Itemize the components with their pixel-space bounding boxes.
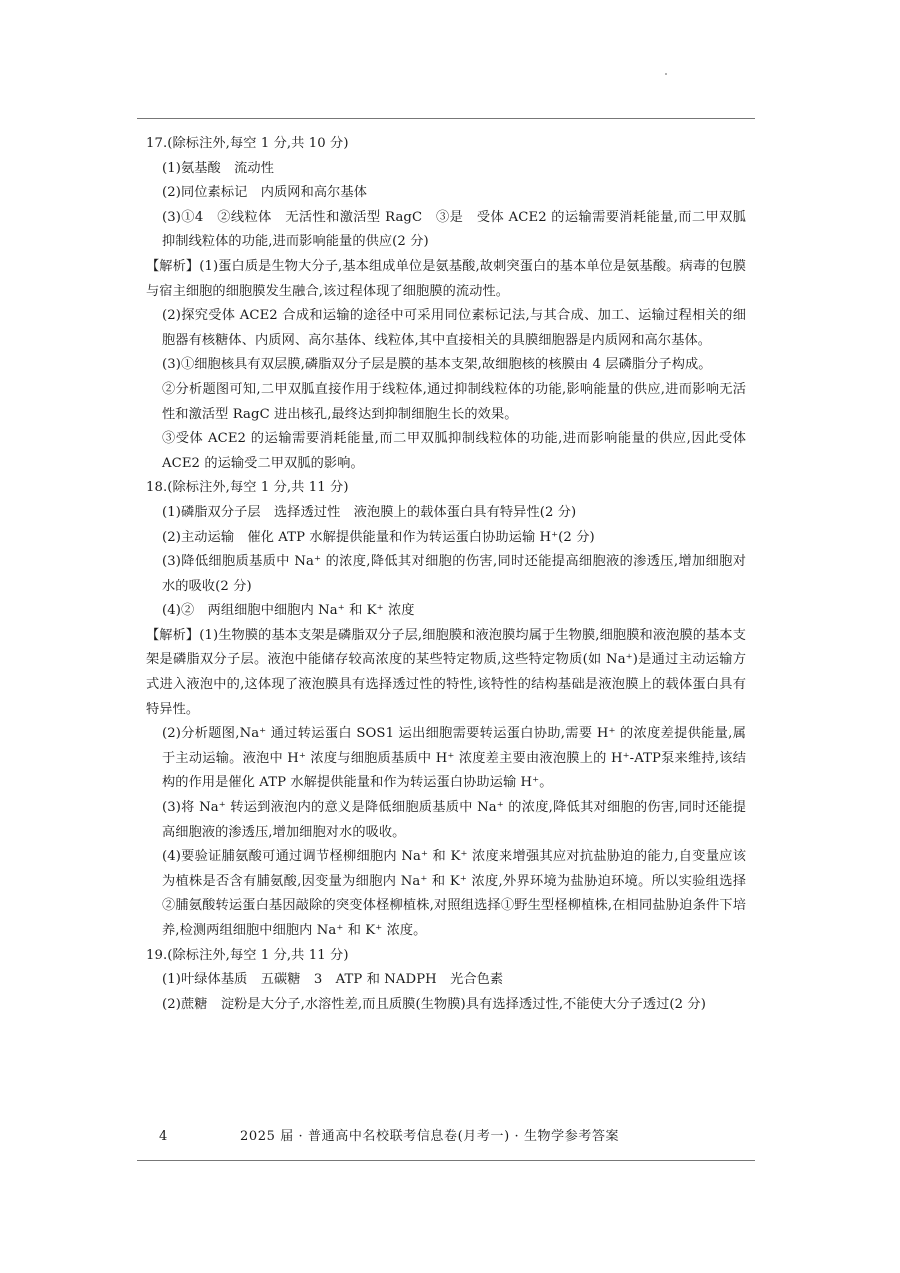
footer-rule xyxy=(137,1160,755,1161)
answer-paragraph: (2)分析题图,Na⁺ 通过转运蛋白 SOS1 运出细胞需要转运蛋白协助,需要 H⁺ 的浓度差提供能量,属于主动运输。液泡中 H⁺ 浓度与细胞质基质中 H⁺ 浓度差主要由液泡膜上的 H⁺-ATP泵来维持,该结构的作用是催化 ATP 水解提供能量和作为转运蛋白协助运输 H⁺。 xyxy=(162,726,746,791)
answer-paragraph: (3)①4 ②线粒体 无活性和激活型 RagC ③是 受体 ACE2 的运输需要消耗能量,而二甲双胍抑制线粒体的功能,进而影响能量的供应(2 分) xyxy=(162,209,746,250)
answer-paragraph: ②分析题图可知,二甲双胍直接作用于线粒体,通过抑制线粒体的功能,影响能量的供应,进而影响无活性和激活型 RagC 进出核孔,最终达到抑制细胞生长的效果。 xyxy=(162,381,746,422)
answer-paragraph: (4)要验证脯氨酸可通过调节柽柳细胞内 Na⁺ 和 K⁺ 浓度来增强其应对抗盐胁迫的能力,自变量应该为植株是否含有脯氨酸,因变量为细胞内 Na⁺ 和 K⁺ 浓度,外界环境为盐胁迫环境。所以实验组选择②脯氨酸转运蛋白基因敲除的突变体柽柳植株,对照组选择①野生型柽柳植株,在相同盐胁迫条件下培养,检测两组细胞中细胞内 Na⁺ 和 K⁺ 浓度。 xyxy=(162,849,746,938)
answer-paragraph: ③受体 ACE2 的运输需要消耗能量,而二甲双胍抑制线粒体的功能,进而影响能量的供应,因此受体 ACE2 的运输受二甲双胍的影响。 xyxy=(162,431,746,471)
analysis-paragraph: 【解析】(1)蛋白质是生物大分子,基本组成单位是氨基酸,故刺突蛋白的基本单位是氨基酸。病毒的包膜与宿主细胞的细胞膜发生融合,该过程体现了细胞膜的流动性。 xyxy=(146,258,746,299)
answer-paragraph: (3)将 Na⁺ 转运到液泡内的意义是降低细胞质基质中 Na⁺ 的浓度,降低其对细胞的伤害,同时还能提高细胞液的渗透压,增加细胞对水的吸收。 xyxy=(162,800,746,840)
answer-content xyxy=(146,132,746,1017)
question-heading: 18.(除标注外,每空 1 分,共 11 分) xyxy=(146,480,349,496)
analysis-paragraph: 【解析】(1)生物膜的基本支架是磷脂双分子层,细胞膜和液泡膜均属于生物膜,细胞膜和液泡膜的基本支架是磷脂双分子层。液泡中能储存较高浓度的某些特定物质,这些特定物质(如 Na⁺)是通过主动运输方式进入液泡中的,这体现了液泡膜具有选择透过性的特性,该特性的结构基础是液泡膜上的载体蛋白具有特异性。 xyxy=(146,627,746,717)
answer-paragraph: (2)蔗糖 淀粉是大分子,水溶性差,而且质膜(生物膜)具有选择透过性,不能使大分子透过(2 分) xyxy=(162,996,706,1012)
page-footer xyxy=(0,1125,900,1149)
question-heading: 17.(除标注外,每空 1 分,共 10 分) xyxy=(146,136,349,151)
page-number: 4 xyxy=(159,1129,168,1144)
header-rule xyxy=(137,118,755,119)
question-heading: 19.(除标注外,每空 1 分,共 11 分) xyxy=(146,947,349,963)
scan-speck xyxy=(665,73,667,75)
answer-paragraph: (3)①细胞核具有双层膜,磷脂双分子层是膜的基本支架,故细胞核的核膜由 4 层磷脂分子构成。 xyxy=(162,357,712,373)
answer-paragraph: (2)同位素标记 内质网和高尔基体 xyxy=(162,185,368,201)
answer-paragraph: (1)氨基酸 流动性 xyxy=(162,160,274,176)
answer-paragraph: (3)降低细胞质基质中 Na⁺ 的浓度,降低其对细胞的伤害,同时还能提高细胞液的渗透压,增加细胞对水的吸收(2 分) xyxy=(162,554,746,594)
answer-paragraph: (2)探究受体 ACE2 合成和运输的途径中可采用同位素标记法,与其合成、加工、运输过程相关的细胞器有核糖体、内质网、高尔基体、线粒体,其中直接相关的具膜细胞器是内质网和高尔基体。 xyxy=(162,308,746,348)
answer-paragraph: (1)磷脂双分子层 选择透过性 液泡膜上的载体蛋白具有特异性(2 分) xyxy=(162,504,577,520)
answer-paragraph: (2)主动运输 催化 ATP 水解提供能量和作为转运蛋白协助运输 H⁺(2 分) xyxy=(162,529,595,545)
answer-paragraph: (4)② 两组细胞中细胞内 Na⁺ 和 K⁺ 浓度 xyxy=(162,603,415,619)
answer-paragraph: (1)叶绿体基质 五碳糖 3 ATP 和 NADPH 光合色素 xyxy=(162,972,504,988)
footer-title: 2025 届 · 普通高中名校联考信息卷(月考一) · 生物学参考答案 xyxy=(240,1129,620,1144)
